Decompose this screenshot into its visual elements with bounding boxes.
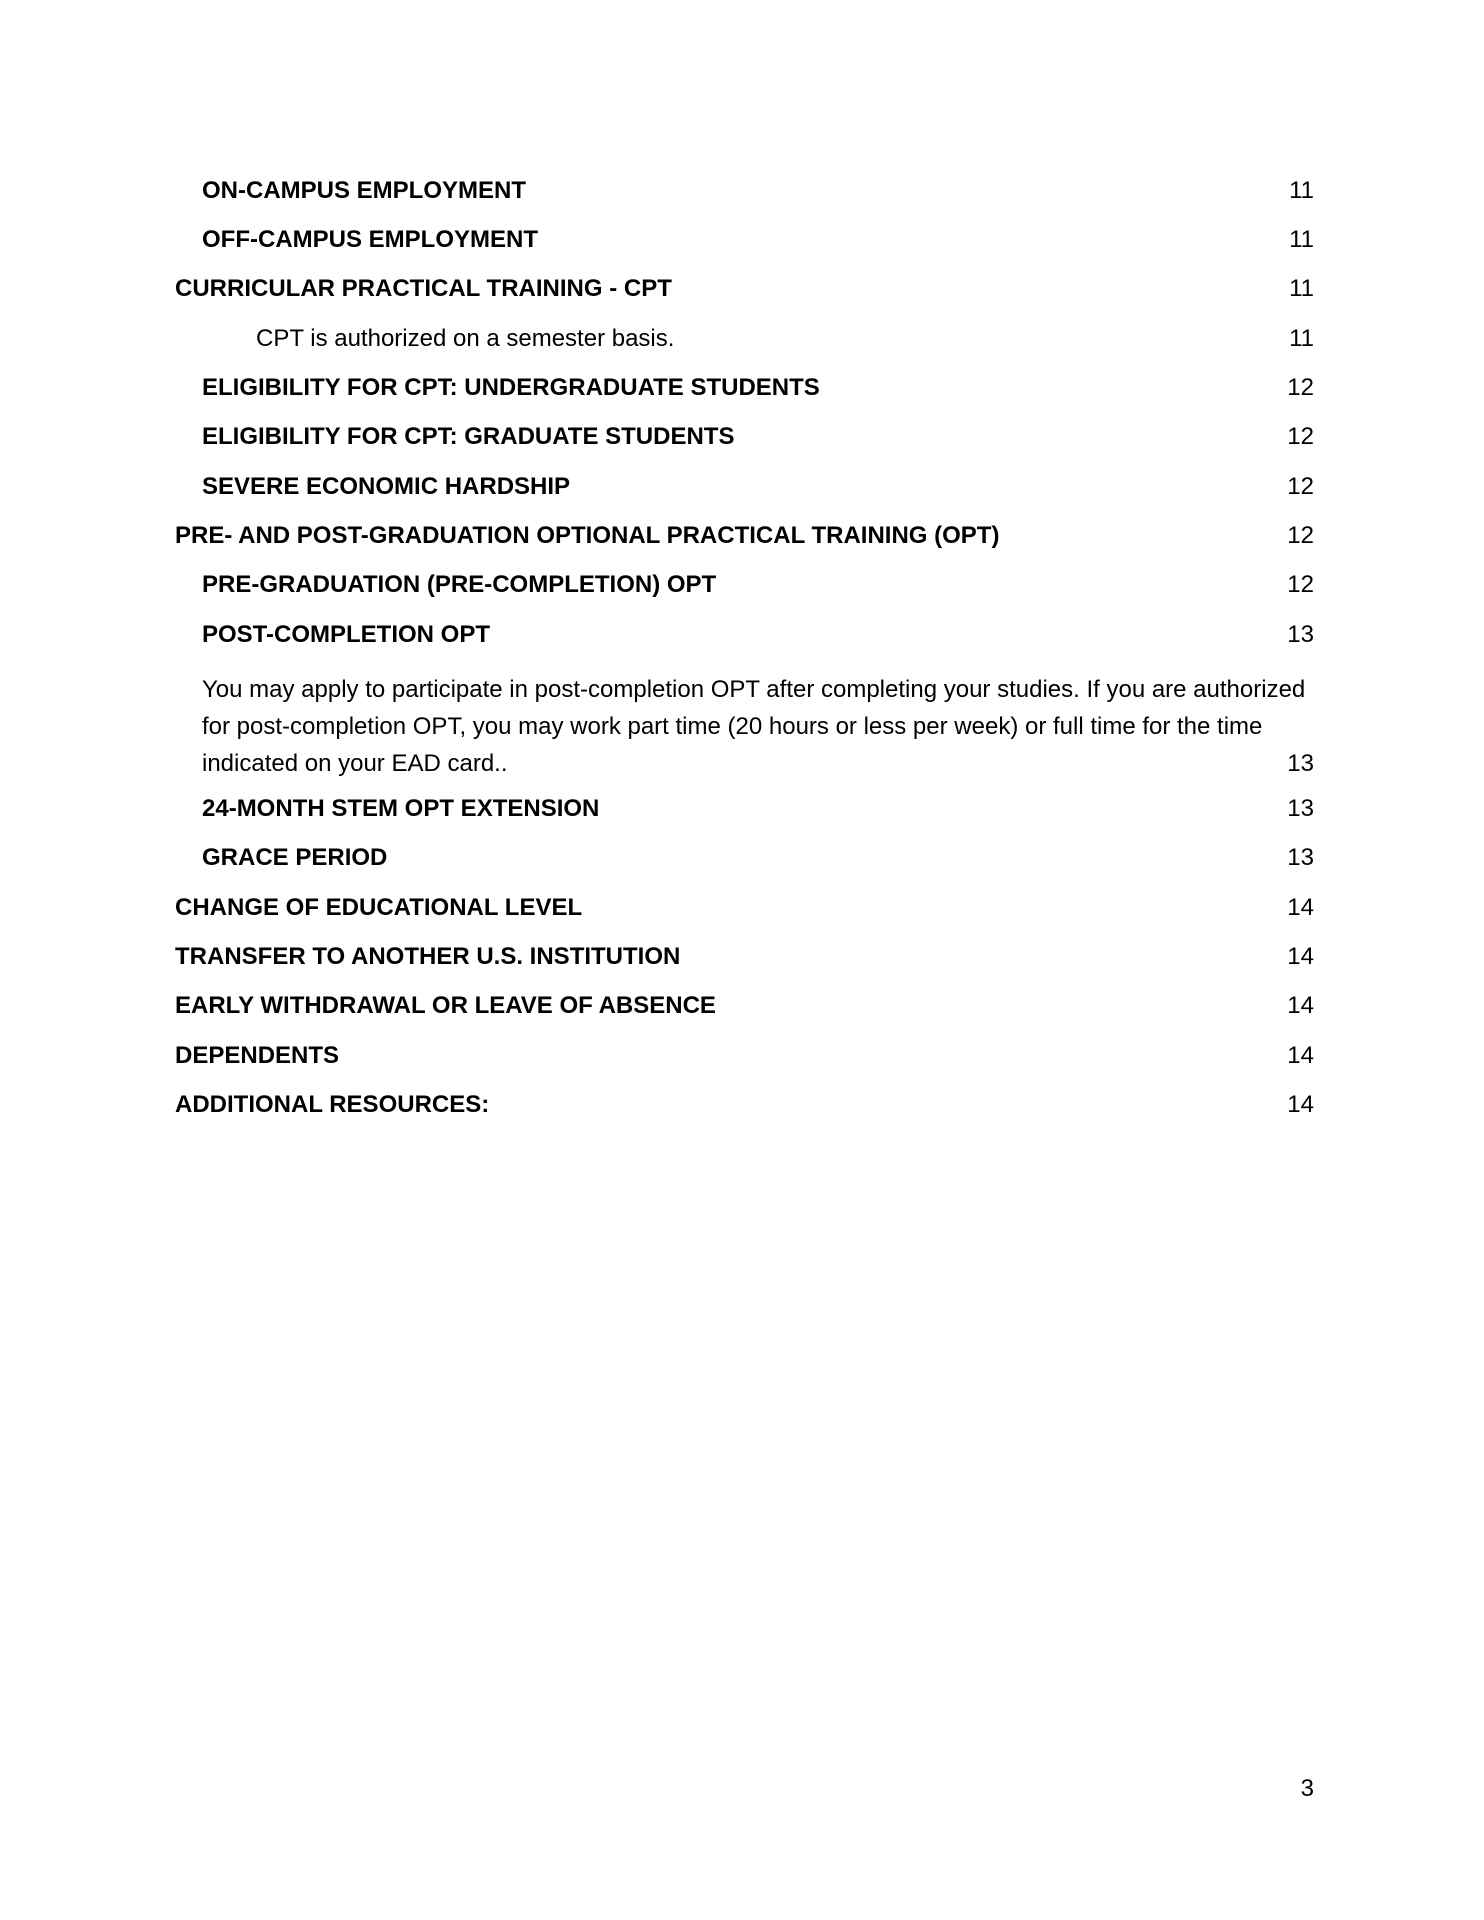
toc-entry-page: 14 — [1287, 1042, 1314, 1069]
toc-entry-page: 14 — [1287, 894, 1314, 921]
toc-entry-page: 11 — [1289, 226, 1314, 253]
toc-entry-opt[interactable] — [0, 518, 1484, 554]
toc-entry-eligibility-graduate[interactable] — [0, 419, 1484, 455]
toc-entry-page: 14 — [1287, 992, 1314, 1019]
toc-entry-dependents[interactable] — [0, 1038, 1484, 1074]
page-number: 3 — [1300, 1775, 1314, 1802]
toc-entry-label: 24-MONTH STEM OPT EXTENSION — [202, 795, 600, 822]
toc-entry-page: 13 — [1287, 621, 1314, 648]
toc-entry-early-withdrawal[interactable] — [0, 988, 1484, 1024]
toc-entry-post-completion-note[interactable] — [202, 671, 1314, 782]
toc-entry-on-campus-employment[interactable] — [0, 173, 1484, 209]
toc-entry-page: 11 — [1289, 275, 1314, 302]
toc-entry-grace-period[interactable] — [0, 840, 1484, 876]
toc-entry-eligibility-undergraduate[interactable] — [0, 370, 1484, 406]
toc-entry-page: 13 — [1287, 795, 1314, 822]
toc-entry-label: GRACE PERIOD — [202, 844, 388, 871]
toc-entry-page: 12 — [1287, 473, 1314, 500]
toc-entry-pre-graduation-opt[interactable] — [0, 567, 1484, 603]
toc-entry-label: POST-COMPLETION OPT — [202, 621, 491, 648]
toc-entry-label: ELIGIBILITY FOR CPT: GRADUATE STUDENTS — [202, 423, 735, 450]
toc-entry-page: 12 — [1287, 423, 1314, 450]
toc-entry-page: 14 — [1287, 943, 1314, 970]
toc-entry-label: EARLY WITHDRAWAL OR LEAVE OF ABSENCE — [175, 992, 716, 1019]
toc-entry-stem-opt-extension[interactable] — [0, 791, 1484, 827]
toc-entry-label: PRE- AND POST-GRADUATION OPTIONAL PRACTICAL TRAINING (OPT) — [175, 522, 1000, 549]
toc-entry-off-campus-employment[interactable] — [0, 222, 1484, 258]
toc-entry-change-educational-level[interactable] — [0, 890, 1484, 926]
toc-entry-page: 13 — [1287, 844, 1314, 871]
toc-entry-label: DEPENDENTS — [175, 1042, 340, 1069]
toc-entry-label: ON-CAMPUS EMPLOYMENT — [202, 177, 526, 204]
toc-entry-severe-economic-hardship[interactable] — [0, 469, 1484, 505]
toc-entry-label: OFF-CAMPUS EMPLOYMENT — [202, 226, 538, 253]
toc-entry-page: 13 — [1287, 750, 1314, 777]
toc-entry-page: 11 — [1289, 325, 1314, 352]
toc-entry-curricular-practical-training[interactable] — [0, 271, 1484, 307]
toc-entry-transfer-institution[interactable] — [0, 939, 1484, 975]
toc-entry-page: 11 — [1289, 177, 1314, 204]
toc-entry-label: CHANGE OF EDUCATIONAL LEVEL — [175, 894, 583, 921]
toc-entry-page: 12 — [1287, 522, 1314, 549]
toc-entry-label: CPT is authorized on a semester basis. — [256, 325, 675, 352]
toc-entry-additional-resources[interactable] — [0, 1087, 1484, 1123]
toc-entry-page: 12 — [1287, 374, 1314, 401]
toc-entry-label: TRANSFER TO ANOTHER U.S. INSTITUTION — [175, 943, 681, 970]
toc-entry-label: SEVERE ECONOMIC HARDSHIP — [202, 473, 571, 500]
toc-entry-page: 12 — [1287, 571, 1314, 598]
toc-entry-label: You may apply to participate in post-completion OPT after completing your studies. If you are authorized for post-completion OPT, you may work part time (20 hours or less per week) or full time for the time indicated on your EAD card.. — [202, 676, 1306, 777]
toc-entry-label: ADDITIONAL RESOURCES: — [175, 1091, 490, 1118]
toc-entry-label: ELIGIBILITY FOR CPT: UNDERGRADUATE STUDENTS — [202, 374, 820, 401]
toc-entry-cpt-semester-basis[interactable] — [0, 321, 1484, 357]
toc-entry-label: PRE-GRADUATION (PRE-COMPLETION) OPT — [202, 571, 717, 598]
toc-entry-post-completion-opt[interactable] — [0, 617, 1484, 653]
toc-entry-page: 14 — [1287, 1091, 1314, 1118]
toc-entry-label: CURRICULAR PRACTICAL TRAINING - CPT — [175, 275, 672, 302]
